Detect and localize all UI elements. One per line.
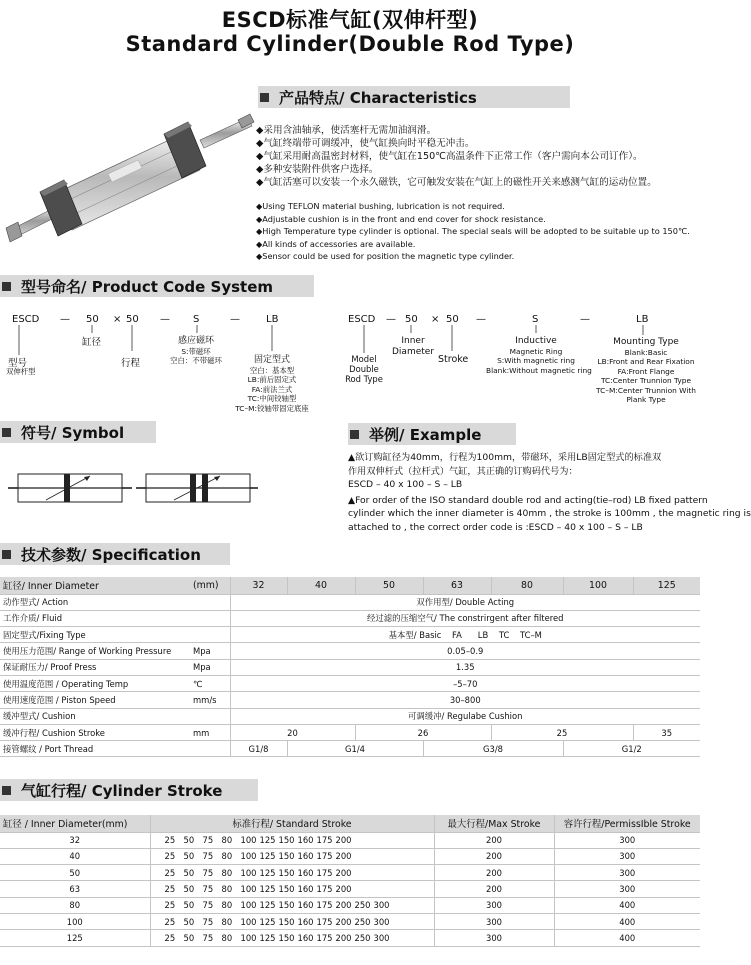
stroke-value: 125	[259, 851, 276, 862]
table-row	[0, 881, 700, 897]
example-line: cylinder which the inner diameter is 40mm , the stroke is 100mm , the magnetic ring is	[348, 508, 751, 519]
code-times: ×	[113, 314, 122, 325]
cylinder-symbol-diagram	[8, 466, 258, 510]
table-row	[0, 708, 700, 724]
stroke-value: 200	[335, 835, 352, 846]
list-item: ◆Sensor could be used for position the magnetic type cylinder.	[256, 251, 515, 261]
stroke-value: 75	[202, 867, 214, 878]
code-dash: —	[60, 314, 70, 325]
table-row	[0, 897, 700, 913]
code-dash: —	[386, 314, 396, 325]
spec-label: 动作型式/ Action	[0, 594, 190, 610]
spec-value: 25	[491, 724, 633, 740]
code-dash: —	[580, 314, 590, 325]
spec-unit: mm	[190, 724, 230, 740]
table-row	[0, 627, 700, 643]
spec-unit: Mpa	[190, 659, 230, 675]
characteristics-heading: 产品特点/ Characteristics	[258, 86, 570, 108]
stroke-value: 160	[297, 932, 314, 943]
stroke-value: 75	[202, 884, 214, 895]
stroke-value: 100	[240, 932, 257, 943]
stroke-value: 25	[164, 916, 176, 927]
list-item: ◆气缸采用耐高温密封材料，使气缸在150℃高温条件下正常工作（客户需向本公司订作）。	[256, 151, 643, 162]
stroke-value: 250	[354, 932, 371, 943]
spec-label: 缓冲行程/ Cushion Stroke	[0, 724, 190, 740]
table-row	[0, 930, 700, 946]
standard-stroke-cell	[150, 865, 434, 881]
stroke-value: 160	[297, 900, 314, 911]
code-sensor: S	[532, 314, 539, 325]
bore-cell: 50	[0, 865, 150, 881]
bore-cell: 63	[423, 577, 491, 594]
square-bullet-icon	[2, 550, 11, 559]
specification-heading: 技术参数/ Specification	[0, 543, 230, 565]
spec-value: 基本型/ Basic FA LB TC TC–M	[230, 627, 700, 643]
stroke-value: 150	[278, 851, 295, 862]
stroke-table-body	[0, 832, 700, 946]
product-code-heading: 型号命名/ Product Code System	[0, 275, 314, 297]
stroke-value: 200	[335, 867, 352, 878]
standard-stroke-cell	[150, 832, 434, 848]
stroke-value: 175	[316, 835, 333, 846]
stroke-value: 50	[183, 916, 195, 927]
list-item: ◆Using TEFLON material bushing, lubrication is not required.	[256, 201, 505, 211]
spec-value: G1/8	[230, 741, 287, 757]
permissible-stroke-cell: 300	[554, 848, 700, 864]
characteristics-cn-list	[256, 124, 657, 189]
spec-value: 可调缓冲/ Regulabe Cushion	[230, 708, 700, 724]
permissible-stroke-cell: 300	[554, 865, 700, 881]
example-line: ▲For order of the ISO standard double rod and acting(tie–rod) LB fixed pattern	[348, 494, 708, 506]
code-stroke: 50	[446, 314, 459, 325]
max-stroke-cell: 200	[434, 881, 554, 897]
code-bore: 50	[86, 314, 99, 325]
spec-value: 双作用型/ Double Acting	[230, 594, 700, 610]
stroke-value: 80	[221, 884, 233, 895]
bore-label: 缸径	[82, 337, 102, 348]
stroke-value: 80	[221, 867, 233, 878]
spec-unit	[190, 594, 230, 610]
code-dash: —	[160, 314, 170, 325]
spec-label: 使用速度范围 / Piston Speed	[0, 692, 190, 708]
standard-stroke-cell	[150, 897, 434, 913]
stroke-value: 160	[297, 835, 314, 846]
standard-stroke-cell	[150, 930, 434, 946]
header-cell: 缸径 / Inner Diameter(mm)	[0, 815, 150, 832]
stroke-value: 150	[278, 932, 295, 943]
stroke-value: 75	[202, 916, 214, 927]
code-dash: —	[230, 314, 240, 325]
example-text	[348, 451, 751, 534]
spec-value: G1/2	[563, 741, 700, 757]
bore-cell: 32	[0, 832, 150, 848]
stroke-value: 80	[221, 932, 233, 943]
permissible-stroke-cell: 400	[554, 913, 700, 929]
double-rod-cylinder-illustration	[4, 112, 254, 252]
stroke-value: 150	[278, 884, 295, 895]
spec-unit: mm/s	[190, 692, 230, 708]
cylinder-stroke-heading: 气缸行程/ Cylinder Stroke	[0, 779, 258, 801]
header-cell: 容许行程/PermissIble Stroke	[554, 815, 700, 832]
spec-label: 保证耐压力/ Proof Press	[0, 659, 190, 675]
stroke-value: 175	[316, 916, 333, 927]
stroke-value: 75	[202, 851, 214, 862]
permissible-stroke-cell: 300	[554, 832, 700, 848]
standard-stroke-cell	[150, 913, 434, 929]
standard-stroke-cell	[150, 881, 434, 897]
spec-unit: Mpa	[190, 643, 230, 659]
sensor-label: Inductive Magnetic Ring S:With magnetic ring Blank:Without magnetic ring	[486, 336, 592, 375]
stroke-value: 175	[316, 851, 333, 862]
spec-label: 使用压力范围/ Range of Working Pressure	[0, 643, 190, 659]
spec-unit	[190, 627, 230, 643]
example-line: attached to , the correct order code is :ESCD – 40 x 100 – S – LB	[348, 521, 643, 533]
bore-cell: 80	[0, 897, 150, 913]
bore-cell: 63	[0, 881, 150, 897]
stroke-value: 160	[297, 916, 314, 927]
example-heading: 举例/ Example	[348, 423, 516, 445]
bore-cell: 125	[0, 930, 150, 946]
list-item: ◆All kinds of accessories are available.	[256, 238, 416, 249]
header-cell: (mm)	[190, 577, 230, 594]
stroke-value: 50	[183, 900, 195, 911]
stroke-value: 80	[221, 835, 233, 846]
code-model: ESCD	[348, 314, 376, 325]
spec-label: 使用温度范围 / Operating Temp	[0, 675, 190, 691]
mount-label: 固定型式 空白：基本型 LB:前后固定式 FA:前法兰式 TC:中间铰轴型 TC–M:铰轴带固定底座	[235, 355, 309, 413]
table-row	[0, 865, 700, 881]
stroke-value: 200	[335, 900, 352, 911]
stroke-value: 125	[259, 916, 276, 927]
stroke-value: 100	[240, 900, 257, 911]
table-row	[0, 577, 700, 594]
model-sub-label: 双伸杆型	[6, 367, 36, 376]
stroke-value: 200	[335, 932, 352, 943]
list-item: ◆多种安装附件供客户选择。	[256, 164, 379, 175]
spec-value: 1.35	[230, 659, 700, 675]
stroke-value: 150	[278, 867, 295, 878]
stroke-value: 25	[164, 884, 176, 895]
stroke-value: 250	[354, 916, 371, 927]
max-stroke-cell: 200	[434, 865, 554, 881]
table-row	[0, 815, 700, 832]
sensor-label: 感应磁环 S:带磁环 空白：不带磁环	[170, 336, 222, 365]
stroke-value: 200	[335, 916, 352, 927]
spec-value: G3/8	[423, 741, 563, 757]
page-title-cn: ESCD标准气缸(双伸杆型)	[221, 8, 479, 32]
model-label: Model Double Rod Type	[345, 354, 383, 384]
stroke-value: 150	[278, 916, 295, 927]
table-row	[0, 643, 700, 659]
table-row	[0, 724, 700, 740]
stroke-value: 100	[240, 884, 257, 895]
spec-value: 35	[633, 724, 700, 740]
mount-label: Mounting Type Blank:Basic LB:Front and Rear Fixation FA:Front Flange TC:Center Trunnion Type TC–M:Center Trunnion With Plank Type	[596, 337, 696, 404]
stroke-value: 160	[297, 851, 314, 862]
list-item: ◆气缸活塞可以安装一个永久磁铁，它可触发安装在气缸上的磁性开关来感测气缸的运动位置。	[256, 177, 657, 188]
stroke-value: 200	[335, 884, 352, 895]
list-item: ◆High Temperature type cylinder is optional. The special seals will be adopted to be suitable up to 150℃.	[256, 226, 690, 236]
spec-label: 固定型式/Fixing Type	[0, 627, 190, 643]
stroke-value: 50	[183, 884, 195, 895]
stroke-value: 300	[373, 916, 390, 927]
stroke-value: 80	[221, 900, 233, 911]
specification-table	[0, 577, 700, 757]
square-bullet-icon	[260, 93, 269, 102]
bore-cell: 50	[355, 577, 423, 594]
code-mount: LB	[266, 314, 279, 325]
stroke-value: 80	[221, 851, 233, 862]
stroke-value: 175	[316, 867, 333, 878]
model-label: 型号	[8, 358, 28, 369]
spec-unit: ℃	[190, 675, 230, 691]
square-bullet-icon	[2, 428, 11, 437]
max-stroke-cell: 200	[434, 832, 554, 848]
spec-value: G1/4	[287, 741, 423, 757]
max-stroke-cell: 200	[434, 848, 554, 864]
bore-cell: 125	[633, 577, 700, 594]
stroke-value: 160	[297, 884, 314, 895]
stroke-value: 100	[240, 916, 257, 927]
bore-cell: 100	[563, 577, 633, 594]
bore-cell: 40	[287, 577, 355, 594]
header-cell: 缸径/ Inner Diameter	[0, 577, 190, 594]
stroke-label: 行程	[121, 358, 141, 369]
stroke-value: 125	[259, 884, 276, 895]
stroke-value: 25	[164, 900, 176, 911]
stroke-value: 75	[202, 900, 214, 911]
stroke-value: 175	[316, 932, 333, 943]
square-bullet-icon	[350, 430, 359, 439]
code-leader-lines	[0, 325, 320, 355]
stroke-value: 100	[240, 835, 257, 846]
characteristics-en-list	[256, 200, 690, 263]
stroke-value: 125	[259, 867, 276, 878]
table-row	[0, 913, 700, 929]
permissible-stroke-cell: 400	[554, 930, 700, 946]
table-row	[0, 610, 700, 626]
code-model: ESCD	[12, 314, 40, 325]
stroke-value: 175	[316, 884, 333, 895]
stroke-value: 25	[164, 851, 176, 862]
max-stroke-cell: 300	[434, 897, 554, 913]
max-stroke-cell: 300	[434, 930, 554, 946]
page-title-en: Standard Cylinder(Double Rod Type)	[125, 32, 575, 56]
stroke-value: 50	[183, 851, 195, 862]
table-row	[0, 741, 700, 757]
stroke-value: 25	[164, 932, 176, 943]
code-mount: LB	[636, 314, 649, 325]
spec-value: 20	[230, 724, 355, 740]
spec-label: 缓冲型式/ Cushion	[0, 708, 190, 724]
stroke-value: 200	[335, 851, 352, 862]
stroke-value: 100	[240, 851, 257, 862]
stroke-value: 25	[164, 867, 176, 878]
stroke-value: 175	[316, 900, 333, 911]
permissible-stroke-cell: 400	[554, 897, 700, 913]
table-row	[0, 848, 700, 864]
spec-value: 26	[355, 724, 491, 740]
stroke-value: 125	[259, 932, 276, 943]
example-line: 作用双伸杆式（拉杆式）气缸，其正确的订购码代号为：	[348, 465, 578, 477]
stroke-value: 50	[183, 932, 195, 943]
spec-value: 0.05–0.9	[230, 643, 700, 659]
spec-value: 经过滤的压缩空气/ The constrirgent after filtered	[230, 610, 700, 626]
stroke-value: 160	[297, 867, 314, 878]
spec-value: 30–800	[230, 692, 700, 708]
square-bullet-icon	[2, 786, 11, 795]
stroke-value: 150	[278, 835, 295, 846]
stroke-value: 150	[278, 900, 295, 911]
stroke-label: Stroke	[438, 354, 469, 365]
table-row	[0, 692, 700, 708]
spec-unit	[190, 708, 230, 724]
table-row	[0, 659, 700, 675]
stroke-value: 75	[202, 835, 214, 846]
header-cell: 最大行程/Max Stroke	[434, 815, 554, 832]
spec-unit	[190, 610, 230, 626]
list-item: ◆采用含油轴承，使活塞杆无需加油润滑。	[256, 125, 437, 136]
stroke-value: 25	[164, 835, 176, 846]
code-stroke: 50	[126, 314, 139, 325]
code-sensor: S	[193, 314, 200, 325]
example-line: ▲欲订购缸径为40mm，行程为100mm，带磁环，采用LB固定型式的标准双	[348, 452, 662, 463]
example-line: ESCD – 40 x 100 – S – LB	[348, 479, 463, 490]
spec-unit	[190, 741, 230, 757]
spec-value: –5–70	[230, 675, 700, 691]
stroke-value: 125	[259, 835, 276, 846]
bore-cell: 32	[230, 577, 287, 594]
bore-label: Inner Diameter	[392, 336, 435, 357]
bore-cell: 80	[491, 577, 563, 594]
permissible-stroke-cell: 300	[554, 881, 700, 897]
header-cell: 标准行程/ Standard Stroke	[150, 815, 434, 832]
table-row	[0, 594, 700, 610]
standard-stroke-cell	[150, 848, 434, 864]
stroke-value: 100	[240, 867, 257, 878]
code-bore: 50	[405, 314, 418, 325]
bore-cell: 40	[0, 848, 150, 864]
list-item: ◆Adjustable cushion is in the front and end cover for shock resistance.	[256, 213, 546, 224]
stroke-value: 50	[183, 867, 195, 878]
table-row	[0, 832, 700, 848]
stroke-value: 300	[373, 932, 390, 943]
stroke-value: 300	[373, 900, 390, 911]
table-row	[0, 675, 700, 691]
stroke-value: 80	[221, 916, 233, 927]
code-times: ×	[431, 314, 440, 325]
symbol-heading: 符号/ Symbol	[0, 421, 156, 443]
spec-label: 接管螺纹 / Port Thread	[0, 741, 190, 757]
bore-cell: 100	[0, 913, 150, 929]
list-item: ◆气缸终端带可调缓冲，使气缸换向时平稳无冲击。	[256, 138, 475, 149]
cylinder-stroke-table	[0, 815, 700, 947]
stroke-value: 125	[259, 900, 276, 911]
max-stroke-cell: 300	[434, 913, 554, 929]
stroke-value: 50	[183, 835, 195, 846]
stroke-value: 250	[354, 900, 371, 911]
spec-label: 工作介质/ Fluid	[0, 610, 190, 626]
square-bullet-icon	[2, 282, 11, 291]
code-dash: —	[476, 314, 486, 325]
stroke-value: 75	[202, 932, 214, 943]
